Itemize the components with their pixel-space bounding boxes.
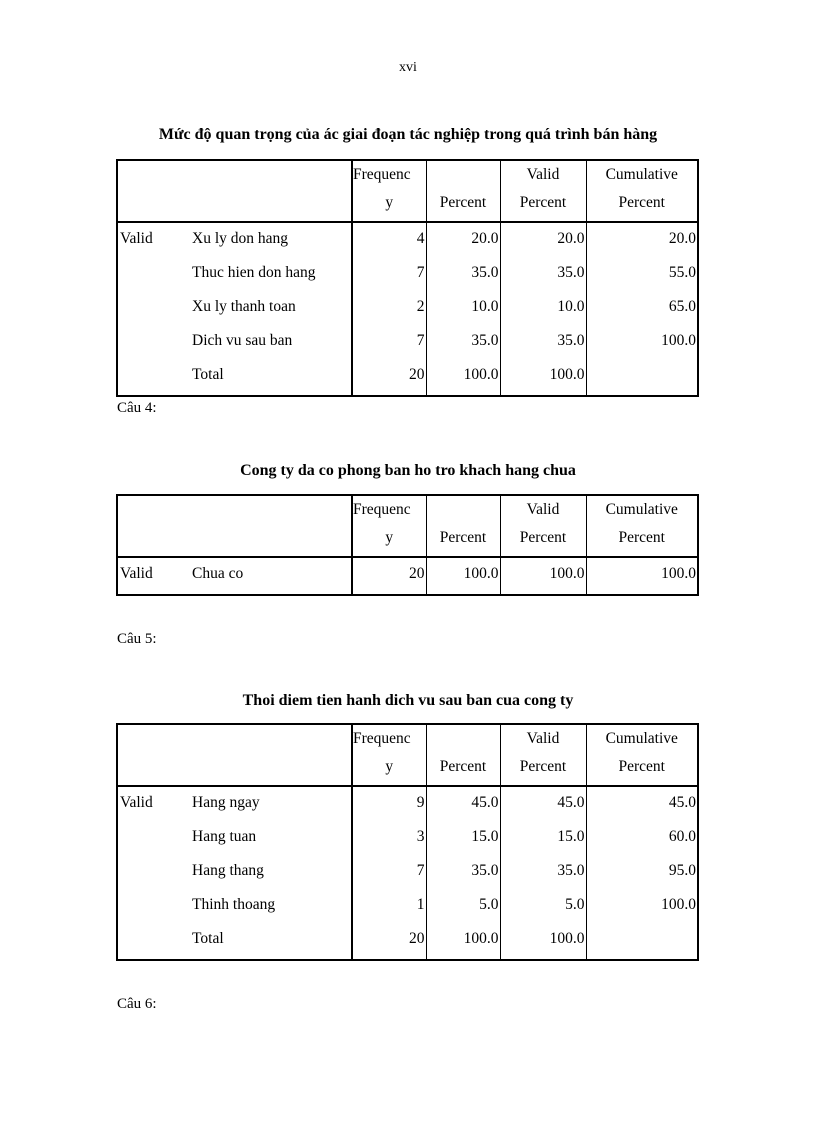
header-row-bottom xyxy=(117,189,698,222)
group-label xyxy=(117,327,191,361)
frequency-cell: 2 xyxy=(352,293,426,327)
valid-percent-cell: 100.0 xyxy=(500,557,586,595)
table-row xyxy=(117,361,698,396)
header-frequency: Frequenc xyxy=(352,724,426,753)
cumulative-percent-cell: 45.0 xyxy=(586,786,698,823)
header-cumulative: Cumulative xyxy=(586,724,698,753)
header-cumulative: Cumulative xyxy=(586,160,698,189)
header-frequency-cont: y xyxy=(352,189,426,222)
header-percent: Percent xyxy=(426,753,500,786)
table3-frequency-table xyxy=(116,723,699,961)
table2-frequency-table xyxy=(116,494,699,596)
percent-cell: 100.0 xyxy=(426,925,500,960)
category-label: Xu ly thanh toan xyxy=(192,298,296,315)
table-row xyxy=(117,891,698,925)
header-row-bottom xyxy=(117,524,698,557)
group-label xyxy=(117,925,191,960)
cumulative-percent-cell: 100.0 xyxy=(586,327,698,361)
frequency-cell: 3 xyxy=(352,823,426,857)
category-label: Thuc hien don hang xyxy=(192,264,316,281)
valid-percent-cell: 100.0 xyxy=(500,361,586,396)
table-row xyxy=(117,327,698,361)
category-label: Chua co xyxy=(192,565,244,582)
cumulative-percent-cell: 60.0 xyxy=(586,823,698,857)
valid-percent-cell: 5.0 xyxy=(500,891,586,925)
percent-cell: 35.0 xyxy=(426,259,500,293)
question-4-label: Câu 4: xyxy=(117,400,157,416)
percent-cell: 15.0 xyxy=(426,823,500,857)
group-label xyxy=(117,361,191,396)
header-frequency: Frequenc xyxy=(352,160,426,189)
percent-cell: 35.0 xyxy=(426,327,500,361)
category-label: Hang thang xyxy=(192,862,264,879)
header-frequency-cont: y xyxy=(352,524,426,557)
table1-title: Mức độ quan trọng của ác giai đoạn tác nghiệp trong quá trình bán hàng xyxy=(158,126,658,143)
frequency-cell: 20 xyxy=(352,925,426,960)
valid-percent-cell: 15.0 xyxy=(500,823,586,857)
header-frequency: Frequenc xyxy=(352,495,426,524)
table-row xyxy=(117,557,698,595)
table3-title: Thoi diem tien hanh dich vu sau ban cua cong ty xyxy=(242,692,574,709)
header-valid: Valid xyxy=(500,495,586,524)
header-cumulative-percent: Percent xyxy=(586,189,698,222)
table-row xyxy=(117,786,698,823)
header-valid: Valid xyxy=(500,160,586,189)
valid-percent-cell: 45.0 xyxy=(500,786,586,823)
valid-percent-cell: 20.0 xyxy=(500,222,586,259)
header-frequency-cont: y xyxy=(352,753,426,786)
valid-percent-cell: 35.0 xyxy=(500,327,586,361)
valid-percent-cell: 10.0 xyxy=(500,293,586,327)
table2-title: Cong ty da co phong ban ho tro khach hang chua xyxy=(240,462,576,479)
category-label: Dich vu sau ban xyxy=(192,332,293,349)
category-label: Hang tuan xyxy=(192,828,257,845)
percent-cell: 20.0 xyxy=(426,222,500,259)
percent-cell: 5.0 xyxy=(426,891,500,925)
percent-cell: 100.0 xyxy=(426,557,500,595)
group-label: Valid xyxy=(120,794,153,811)
cumulative-percent-cell: 65.0 xyxy=(586,293,698,327)
category-label: Thinh thoang xyxy=(192,896,276,913)
group-label xyxy=(117,857,191,891)
header-cumulative-percent: Percent xyxy=(586,753,698,786)
frequency-cell: 7 xyxy=(352,857,426,891)
table-row xyxy=(117,823,698,857)
cumulative-percent-cell: 100.0 xyxy=(586,557,698,595)
category-label: Xu ly don hang xyxy=(192,230,289,247)
percent-cell: 35.0 xyxy=(426,857,500,891)
page-number: xvi xyxy=(399,60,417,75)
frequency-cell: 20 xyxy=(352,557,426,595)
group-label xyxy=(117,259,191,293)
table-row xyxy=(117,925,698,960)
group-label xyxy=(117,891,191,925)
table-row xyxy=(117,293,698,327)
header-row-top xyxy=(117,724,698,753)
table-row xyxy=(117,857,698,891)
group-label: Valid xyxy=(120,230,153,247)
table-row xyxy=(117,222,698,259)
percent-cell: 100.0 xyxy=(426,361,500,396)
frequency-cell: 7 xyxy=(352,327,426,361)
header-percent: Percent xyxy=(426,189,500,222)
header-cumulative-percent: Percent xyxy=(586,524,698,557)
header-row-top xyxy=(117,160,698,189)
header-valid: Valid xyxy=(500,724,586,753)
header-valid-percent: Percent xyxy=(500,753,586,786)
cumulative-percent-cell: 20.0 xyxy=(586,222,698,259)
cumulative-percent-cell: 95.0 xyxy=(586,857,698,891)
percent-cell: 10.0 xyxy=(426,293,500,327)
valid-percent-cell: 100.0 xyxy=(500,925,586,960)
header-percent: Percent xyxy=(426,524,500,557)
header-row-bottom xyxy=(117,753,698,786)
cumulative-percent-cell: 100.0 xyxy=(586,891,698,925)
category-label: Total xyxy=(192,366,224,383)
header-valid-percent: Percent xyxy=(500,524,586,557)
cumulative-percent-cell: 55.0 xyxy=(586,259,698,293)
frequency-cell: 1 xyxy=(352,891,426,925)
cumulative-percent-cell xyxy=(586,361,698,396)
frequency-cell: 9 xyxy=(352,786,426,823)
question-5-label: Câu 5: xyxy=(117,631,157,647)
table1-frequency-table xyxy=(116,159,699,397)
group-label xyxy=(117,293,191,327)
header-row-top xyxy=(117,495,698,524)
cumulative-percent-cell xyxy=(586,925,698,960)
frequency-cell: 4 xyxy=(352,222,426,259)
group-label xyxy=(117,823,191,857)
category-label: Hang ngay xyxy=(192,794,260,811)
header-valid-percent: Percent xyxy=(500,189,586,222)
frequency-cell: 7 xyxy=(352,259,426,293)
question-6-label: Câu 6: xyxy=(117,996,157,1012)
group-label: Valid xyxy=(120,565,153,582)
table-row xyxy=(117,259,698,293)
percent-cell: 45.0 xyxy=(426,786,500,823)
valid-percent-cell: 35.0 xyxy=(500,259,586,293)
frequency-cell: 20 xyxy=(352,361,426,396)
category-label: Total xyxy=(192,930,224,947)
header-cumulative: Cumulative xyxy=(586,495,698,524)
valid-percent-cell: 35.0 xyxy=(500,857,586,891)
